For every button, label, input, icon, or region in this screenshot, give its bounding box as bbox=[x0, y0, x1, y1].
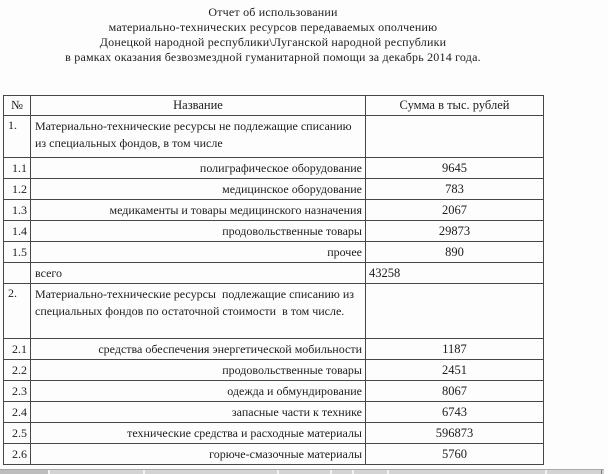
cutoff-next-row bbox=[0, 469, 604, 474]
table-row-section-2 bbox=[4, 284, 544, 339]
title-line-2: материально-технических ресурсов передаваемых ополчению bbox=[108, 20, 438, 34]
row-name-cell: продовольственные товары bbox=[31, 221, 366, 242]
table-header-row bbox=[4, 96, 544, 116]
title-line-4: в рамках оказания безвозмездной гуманитарной помощи за декабрь 2014 года. bbox=[65, 50, 481, 64]
table-row-2-4 bbox=[4, 402, 544, 423]
row-number-cell: 1.2 bbox=[4, 179, 31, 200]
document-title bbox=[3, 5, 543, 65]
row-sum-cell: 9645 bbox=[366, 158, 544, 179]
row-name-cell: медикаменты и товары медицинского назначения bbox=[31, 200, 366, 221]
row-name-cell: запасные части к технике bbox=[31, 402, 366, 423]
row-number-cell: 1.4 bbox=[4, 221, 31, 242]
row-sum-cell: 890 bbox=[366, 242, 544, 263]
row-number-cell: 2. bbox=[4, 284, 31, 339]
table-row-2-6 bbox=[4, 444, 544, 465]
row-name-cell: одежда и обмундирование bbox=[31, 381, 366, 402]
row-sum-cell: 1187 bbox=[366, 339, 544, 360]
row-number-cell: 2.6 bbox=[4, 444, 31, 465]
table-row-2-3 bbox=[4, 381, 544, 402]
row-name-cell: полиграфическое оборудование bbox=[31, 158, 366, 179]
row-name-cell: горюче-смазочные материалы bbox=[31, 444, 366, 465]
table-row-2-1 bbox=[4, 339, 544, 360]
row-number-cell bbox=[4, 263, 31, 284]
row-name-cell: продовольственные товары bbox=[31, 360, 366, 381]
row-name-cell: Материально-технические ресурсы не подлежащие списанию из специальных фондов, в том числе bbox=[31, 116, 366, 158]
row-number-cell: 1.1 bbox=[4, 158, 31, 179]
row-number-cell: 2.2 bbox=[4, 360, 31, 381]
row-sum-cell: 6743 bbox=[366, 402, 544, 423]
row-sum-cell: 43258 bbox=[366, 263, 544, 284]
title-line-1: Отчет об использовании bbox=[208, 5, 338, 19]
table-row-1-3 bbox=[4, 200, 544, 221]
row-name-cell: медицинское оборудование bbox=[31, 179, 366, 200]
row-sum-cell: 596873 bbox=[366, 423, 544, 444]
header-name: Название bbox=[31, 96, 366, 116]
row-name-cell: прочее bbox=[31, 242, 366, 263]
row-number-cell: 1.3 bbox=[4, 200, 31, 221]
row-number-cell: 2.5 bbox=[4, 423, 31, 444]
row-name-cell: всего bbox=[31, 263, 366, 284]
row-name-cell: Материально-технические ресурсы подлежащие списанию из специальных фондов по остаточной стоимости в том числе. bbox=[31, 284, 366, 339]
row-name-cell: технические средства и расходные материалы bbox=[31, 423, 366, 444]
header-number: № bbox=[4, 96, 31, 116]
row-sum-cell: 5760 bbox=[366, 444, 544, 465]
header-sum: Сумма в тыс. рублей bbox=[366, 96, 544, 116]
row-number-cell: 1.5 bbox=[4, 242, 31, 263]
title-line-3: Донецкой народной республики\Луганской народной республики bbox=[99, 35, 447, 49]
table-row-1-5 bbox=[4, 242, 544, 263]
row-number-cell: 2.3 bbox=[4, 381, 31, 402]
row-sum-cell: 29873 bbox=[366, 221, 544, 242]
row-name-cell: средства обеспечения энергетической мобильности bbox=[31, 339, 366, 360]
row-sum-cell bbox=[366, 116, 544, 158]
table-row-1-4 bbox=[4, 221, 544, 242]
row-number-cell: 1. bbox=[4, 116, 31, 158]
row-sum-cell: 2451 bbox=[366, 360, 544, 381]
table-row-section-1 bbox=[4, 116, 544, 158]
resources-report-table bbox=[3, 95, 544, 465]
row-sum-cell bbox=[366, 284, 544, 339]
table-row-2-5 bbox=[4, 423, 544, 444]
row-number-cell: 2.1 bbox=[4, 339, 31, 360]
table-row-1-1 bbox=[4, 158, 544, 179]
table-row-1-2 bbox=[4, 179, 544, 200]
row-number-cell: 2.4 bbox=[4, 402, 31, 423]
table-row-total-1 bbox=[4, 263, 544, 284]
row-sum-cell: 8067 bbox=[366, 381, 544, 402]
row-sum-cell: 783 bbox=[366, 179, 544, 200]
table-row-2-2 bbox=[4, 360, 544, 381]
row-sum-cell: 2067 bbox=[366, 200, 544, 221]
